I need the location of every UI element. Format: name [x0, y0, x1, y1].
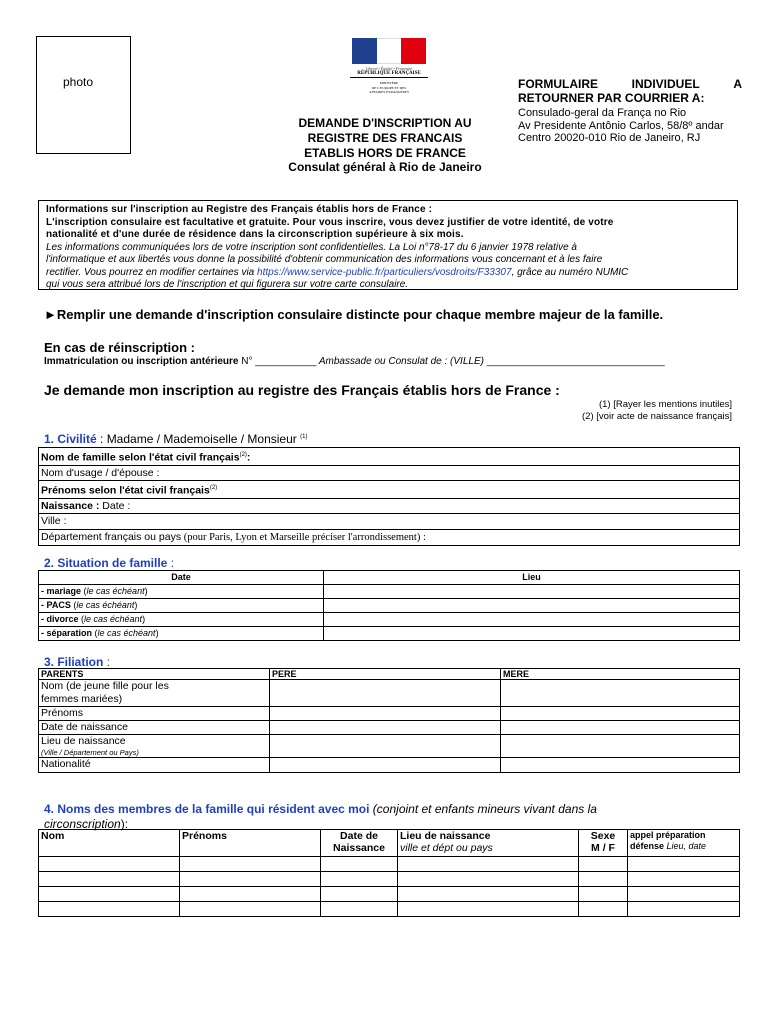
nom-usage-label: Nom d'usage / d'épouse : [39, 465, 740, 481]
departement-label: Département français ou pays [41, 530, 182, 543]
formulaire-word-1: FORMULAIRE [518, 77, 598, 91]
table-row[interactable]: - divorce (le cas échéant) [39, 613, 740, 627]
table-row[interactable] [39, 902, 740, 917]
table-row[interactable] [39, 465, 740, 481]
section-2-title [44, 556, 174, 570]
ville-field[interactable]: ________________________________ [486, 356, 665, 367]
table-row[interactable] [39, 707, 740, 721]
section-2-colon: : [167, 556, 175, 570]
col-sexe-mf: M / F [591, 842, 615, 854]
info-box [38, 200, 738, 290]
table-row[interactable] [39, 680, 740, 707]
filiation-table [38, 668, 740, 773]
title-line-2: REGISTRE DES FRANCAIS [307, 131, 463, 145]
pacs-label: - PACS [41, 600, 71, 610]
section-2-label: 2. Situation de famille [44, 556, 168, 570]
logo-republique: RÉPUBLIQUE FRANÇAISE [350, 71, 428, 78]
table-row[interactable]: - mariage (le cas échéant) [39, 585, 740, 599]
famille-table [38, 829, 740, 917]
col-parents: PARENTS [39, 669, 270, 680]
situation-table [38, 570, 740, 641]
table-row[interactable] [39, 857, 740, 872]
address-line-3: Centro 20020-010 Rio de Janeiro, RJ [518, 132, 701, 144]
republique-logo [350, 38, 428, 106]
col-date-naissance: Date de Naissance [321, 830, 398, 857]
table-row[interactable] [39, 498, 740, 514]
col-lieu-note: ville et dépt ou pays [400, 842, 493, 854]
prenoms-label: Prénoms selon l'état civil français [41, 484, 210, 497]
form-title [272, 116, 498, 175]
col-pere: PERE [270, 669, 501, 680]
divorce-label: - divorce [41, 614, 79, 624]
info-line-6a: rectifier. Vous pourrez en modifier certaines via [46, 266, 258, 278]
logo-ministere-1: MINISTÈRE [379, 81, 399, 85]
note-2: (2) [voir acte de naissance français] [582, 411, 732, 422]
table-row[interactable]: - séparation (le cas échéant) [39, 627, 740, 641]
immatriculation-field[interactable]: ___________ [255, 356, 317, 367]
formulaire-word-3: A [733, 77, 742, 91]
table-row[interactable] [39, 887, 740, 902]
section-4-note: (conjoint et enfants mineurs vivant dans la circonscription [44, 802, 597, 831]
section-3-colon: : [103, 655, 111, 669]
photo-label: photo [63, 75, 94, 89]
naissance-date-label: Date : [99, 499, 131, 512]
section-1-title [44, 432, 307, 446]
col-mere: MERE [501, 669, 740, 680]
table-row[interactable] [39, 529, 740, 545]
service-public-link[interactable]: https://www.service-public.fr/particuliers/vosdroits/F33307 [257, 266, 512, 278]
formulaire-header [518, 77, 742, 105]
info-line-5: l'informatique et aux libertés vous donne la possibilité d'obtenir communication des informations vous concernant et à les faire [46, 254, 603, 265]
col-appel: appel préparation défense [630, 830, 706, 851]
info-line-1: Informations sur l'inscription au Registre des Français établis hors de France : [46, 204, 433, 215]
nationalite-label: Nationalité [39, 758, 270, 773]
info-line-7: qui vous sera attribué lors de l'inscription et qui figurera sur votre carte consulaire. [46, 279, 409, 290]
address-line-1: Consulado-geral da França no Rio [518, 107, 687, 119]
mariage-note: le cas échéant [86, 586, 145, 596]
logo-ministere-2: DE L'EUROPE ET DES [371, 85, 407, 90]
departement-note: (pour Paris, Lyon et Marseille préciser l'arrondissement) : [181, 531, 426, 543]
formulaire-word-2: INDIVIDUEL [631, 77, 700, 91]
pacs-note: le cas échéant [76, 600, 135, 610]
table-row[interactable] [39, 872, 740, 887]
info-line-2: L'inscription consulaire est facultative et gratuite. Pour vous inscrire, vous devez justifier de votre identité, de votre [46, 216, 614, 228]
table-row[interactable] [39, 758, 740, 773]
nom-jeune-label: Nom (de jeune fille pour les femmes mariées) [39, 680, 270, 707]
table-row[interactable] [39, 481, 740, 499]
section-4-end: ): [120, 817, 129, 831]
separation-label: - séparation [41, 628, 93, 638]
col-nom: Nom [39, 830, 180, 857]
nom-famille-sup: (2) [239, 452, 247, 458]
section-1-sup: (1) [300, 434, 308, 440]
table-row[interactable] [39, 735, 740, 758]
reinscription-title: En cas de réinscription : [44, 340, 195, 355]
address-line-2: Av Presidente Antônio Carlos, 58/8º andar [518, 119, 724, 132]
note-1: (1) [Rayer les mentions inutiles] [598, 399, 732, 410]
section-1-number: 1. Civilité [44, 432, 97, 446]
info-line-3: nationalité et d'une durée de résidence dans la circonscription supérieure à six mois. [46, 229, 464, 240]
consulate-address [518, 107, 748, 145]
section-1-civilite[interactable]: : Madame / Mademoiselle / Monsieur [96, 432, 301, 446]
formulaire-line-2: RETOURNER PAR COURRIER A: [518, 91, 705, 105]
lieu-naissance-note: (Ville / Département ou Pays) [41, 747, 139, 757]
section-4-title [44, 802, 684, 832]
title-line-1: DEMANDE D'INSCRIPTION AU [298, 116, 472, 130]
naissance-label: Naissance : [41, 499, 100, 512]
photo-box[interactable] [36, 36, 131, 154]
flag-icon [352, 38, 426, 64]
prenoms-parents-label: Prénoms [39, 707, 270, 721]
divorce-note: le cas échéant [84, 614, 143, 624]
col-prenoms: Prénoms [180, 830, 321, 857]
logo-motto: Liberté • Égalité • Fraternité [365, 66, 413, 71]
title-line-3: ETABLIS HORS DE FRANCE [304, 146, 466, 160]
col-lieu-naissance: Lieu de naissance [400, 830, 491, 842]
table-row[interactable] [39, 721, 740, 735]
logo-ministere-3: AFFAIRES ÉTRANGÈRES [369, 90, 409, 94]
col-appel-note: Lieu, date [664, 840, 707, 851]
col-lieu: Lieu [324, 571, 740, 585]
table-row[interactable]: - PACS (le cas échéant) [39, 599, 740, 613]
date-naissance-label: Date de naissance [39, 721, 270, 735]
demande-heading: Je demande mon inscription au registre des Français établis hors de France : [44, 382, 560, 398]
mariage-label: - mariage [41, 586, 82, 596]
section-3-label: 3. Filiation [44, 655, 104, 669]
separation-note: le cas échéant [97, 628, 156, 638]
section-3-title [44, 655, 110, 669]
prenoms-sup: (2) [209, 485, 218, 491]
lieu-naissance-label: Lieu de naissance [41, 735, 126, 747]
info-line-6b: , grâce au numéro NUMIC [511, 266, 629, 278]
numero-label: N° [238, 356, 256, 367]
remplir-instruction: ►Remplir une demande d'inscription consulaire distincte pour chaque membre majeur de la famille. [44, 307, 664, 322]
ambassade-label: Ambassade ou Consulat de : (VILLE) [316, 356, 487, 367]
ville-label: Ville : [39, 514, 740, 530]
section-4-label: 4. Noms des membres de la famille qui résident avec moi [44, 802, 370, 816]
table-row[interactable]: Nom de famille selon l'état civil français$^{(2)}$: [39, 448, 740, 466]
nom-famille-label: Nom de famille selon l'état civil français [41, 451, 240, 464]
reinscription-line [44, 356, 665, 367]
title-consulat: Consulat général à Rio de Janeiro [288, 160, 482, 174]
col-sexe: Sexe [590, 830, 616, 842]
col-date: Date [39, 571, 324, 585]
civilite-table [38, 447, 740, 546]
reinscription-label: Immatriculation ou inscription antérieure [44, 356, 239, 367]
table-row[interactable] [39, 514, 740, 530]
info-line-4: Les informations communiquées lors de votre inscription sont confidentielles. La Loi n°78-17 du 6 janvier 1978 relative à [46, 241, 577, 253]
